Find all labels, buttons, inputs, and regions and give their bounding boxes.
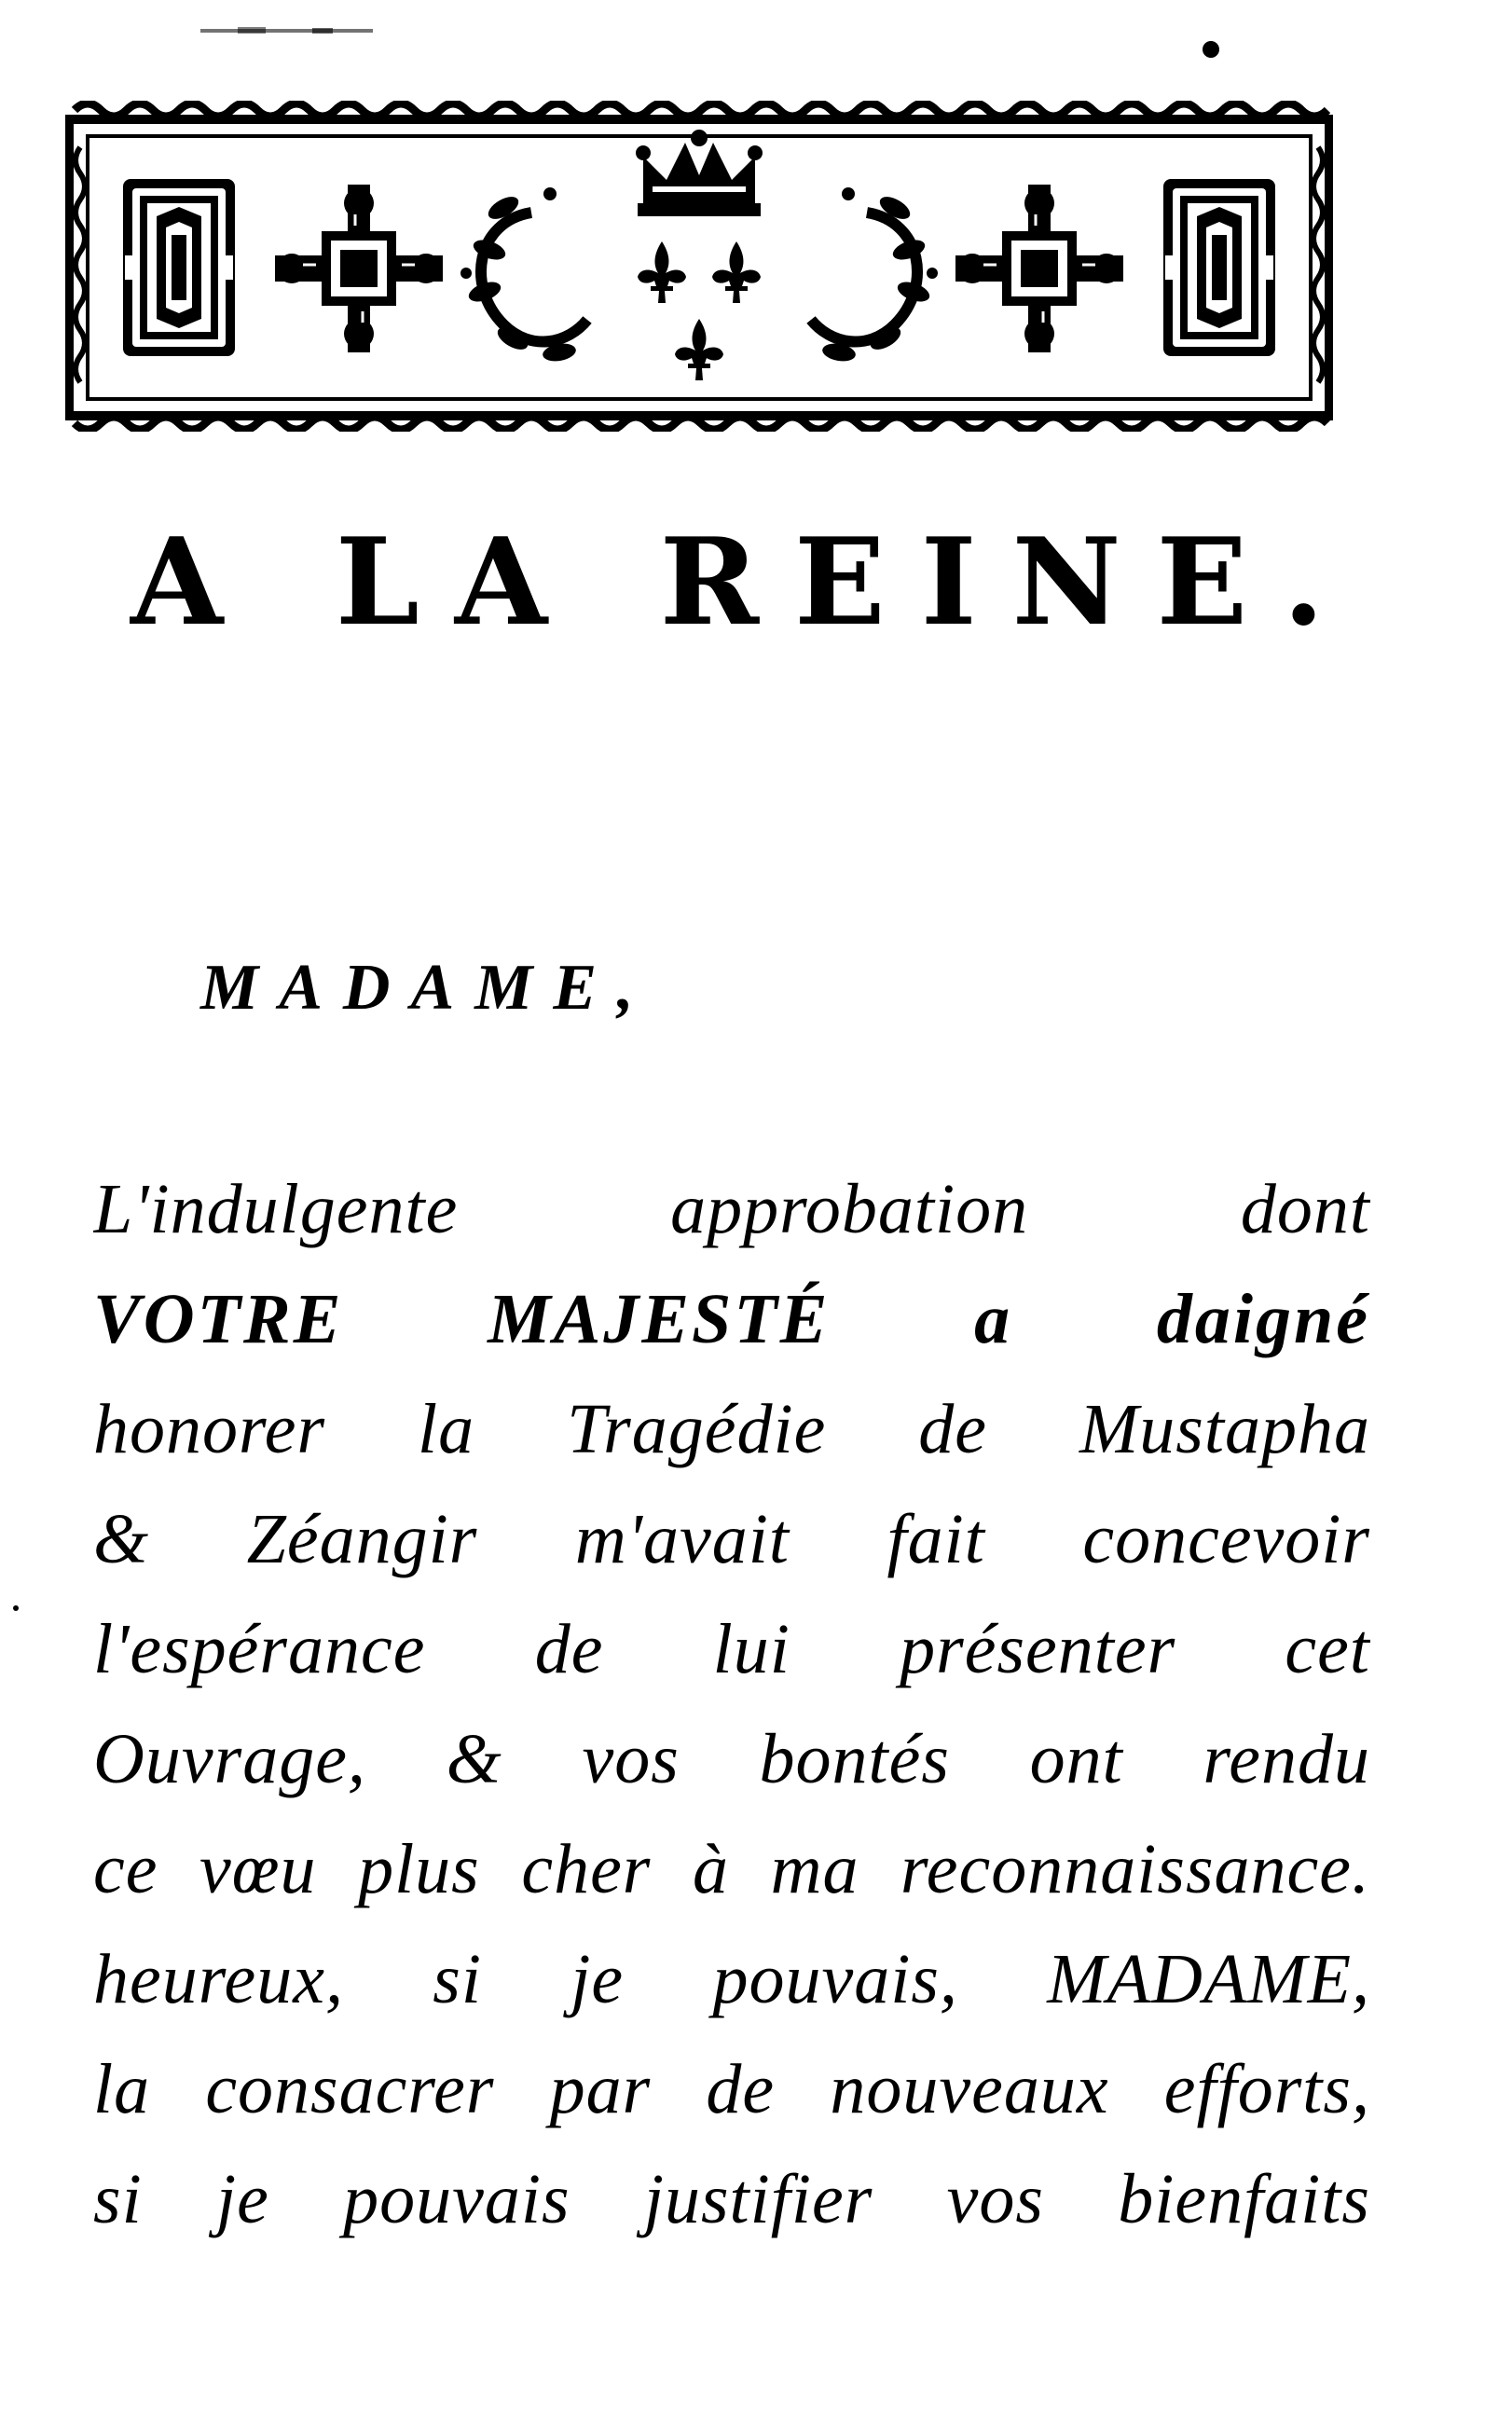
ornamental-headpiece [65, 101, 1333, 432]
text-line: ce vœu plus cher à ma reconnaissance. [93, 1830, 1370, 1908]
text-line: la consacrer par de nouveaux efforts, [93, 2050, 1370, 2128]
text-line: VOTRE MAJESTÉ a daigné [93, 1280, 1370, 1358]
ink-specks [200, 26, 373, 35]
text-line: L'indulgente approbation dont [93, 1170, 1370, 1248]
text-line: honorer la Tragédie de Mustapha [93, 1390, 1370, 1468]
salutation: MADAME, [200, 952, 654, 1024]
crown-icon [636, 130, 763, 216]
text-line: si je pouvais justifier vos bienfaits [93, 2160, 1370, 2238]
page-title: A LA REINE. [131, 513, 1360, 653]
text-line: & Zéangir m'avait fait concevoir [93, 1500, 1370, 1578]
ink-blot [1203, 41, 1219, 58]
ink-speck [13, 1605, 19, 1611]
text-line: Ouvrage, & vos bontés ont rendu [93, 1720, 1370, 1798]
text-line: l'espérance de lui présenter cet [93, 1610, 1370, 1688]
dedication-text [93, 1154, 1370, 2254]
text-line: heureux, si je pouvais, MADAME, [93, 1940, 1370, 2018]
